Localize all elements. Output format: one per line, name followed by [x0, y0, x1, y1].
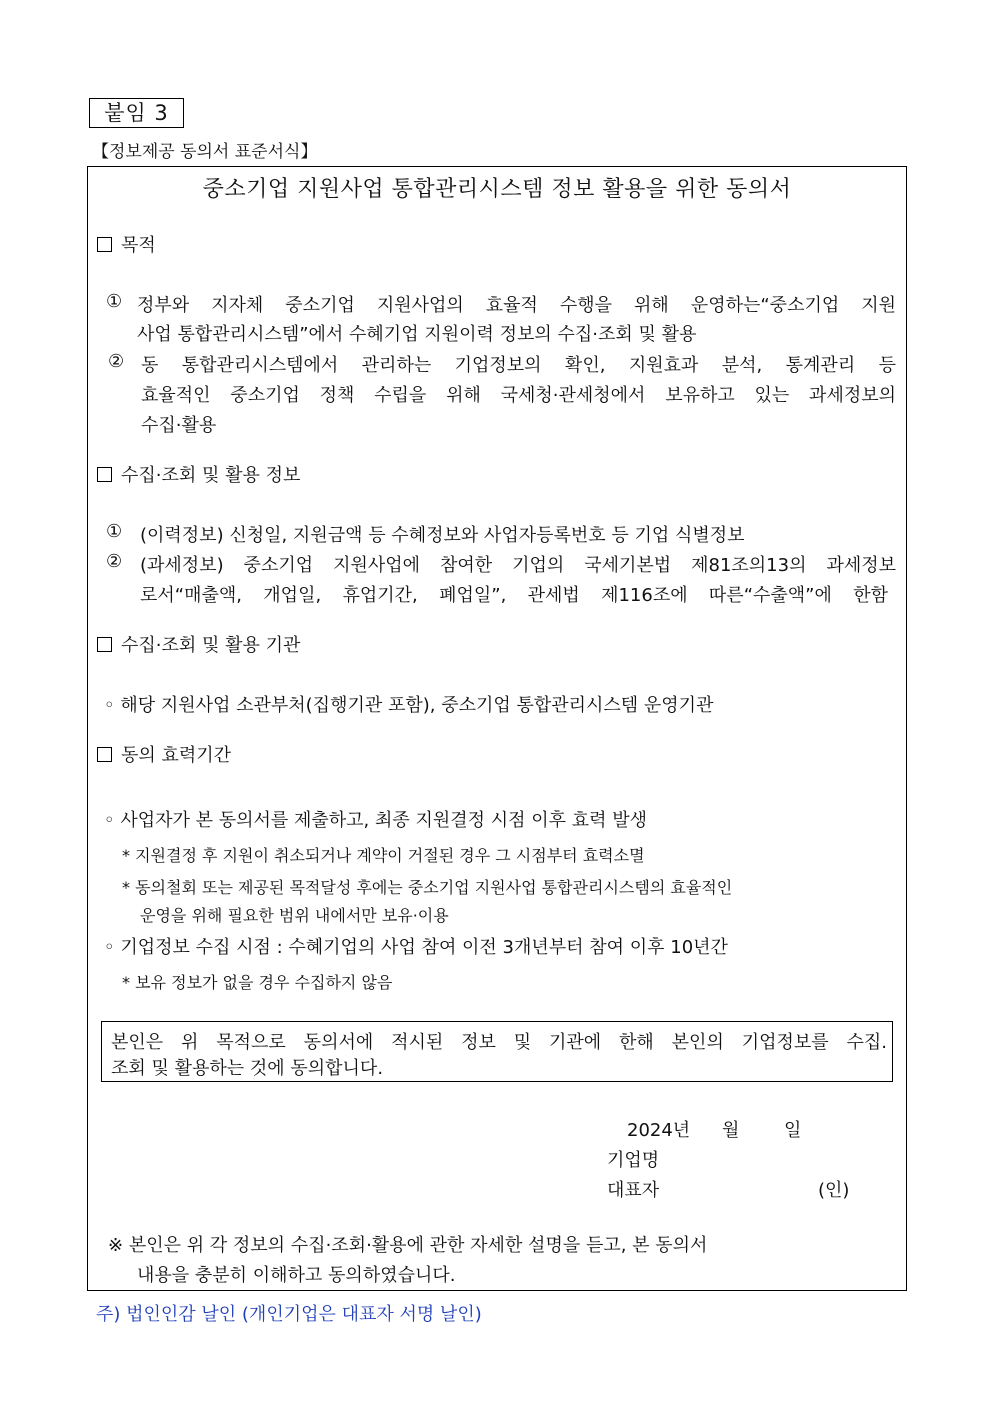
period-note3: * 보유 정보가 없을 경우 수집하지 않음 [122, 973, 393, 992]
seal-instruction-note: 주) 법인인감 날인 (개인기업은 대표자 서명 날인) [96, 1304, 482, 1325]
purpose-item2-line1: 동 통합관리시스템에서 관리하는 기업정보의 확인, 지원효과 분석, 통계관리 등 [141, 355, 896, 376]
checkbox-icon [97, 467, 112, 482]
document-title: 중소기업 지원사업 통합관리시스템 정보 활용을 위한 동의서 [202, 177, 792, 202]
consent-line1: 본인은 위 목적으로 동의서에 적시된 정보 및 기관에 한해 본인의 기업정보를 수집. [111, 1032, 887, 1053]
date-year: 2024년 [627, 1120, 691, 1141]
purpose-item1-line1: 정부와 지자체 중소기업 지원사업의 효율적 수행을 위해 운영하는“중소기업 지원 [137, 295, 896, 316]
section-info-heading: 수집·조회 및 활용 정보 [97, 461, 300, 487]
info-item1-number: ① [106, 521, 123, 542]
info-item2-line1: (과세정보) 중소기업 지원사업에 참여한 기업의 국세기본법 제81조의13의 과세정보 [140, 555, 896, 576]
footer-note-line1: ※ 본인은 위 각 정보의 수집·조회·활용에 관한 자세한 설명을 듣고, 본 동의서 [108, 1235, 708, 1256]
period-item2: ◦ 기업정보 수집 시점 : 수혜기업의 사업 참여 이전 3개년부터 참여 이후 10년간 [104, 937, 728, 958]
date-month: 월 [722, 1120, 740, 1141]
company-name-label: 기업명 [607, 1150, 660, 1171]
purpose-item2-line3: 수집·활용 [141, 415, 217, 436]
period-item1: ◦ 사업자가 본 동의서를 제출하고, 최종 지원결정 시점 이후 효력 발생 [104, 810, 648, 831]
footer-note-line2: 내용을 충분히 이해하고 동의하였습니다. [137, 1265, 456, 1286]
purpose-item2-number: ② [108, 351, 125, 372]
section-period-heading: 동의 효력기간 [97, 741, 231, 767]
consent-line2: 조회 및 활용하는 것에 동의합니다. [111, 1058, 384, 1079]
attachment-label: 붙임 3 [89, 98, 184, 128]
section-purpose-heading: 목적 [97, 231, 156, 257]
agency-item1: ◦ 해당 지원사업 소관부처(집행기관 포함), 중소기업 통합관리시스템 운영기관 [104, 695, 714, 716]
form-type-label: 【정보제공 동의서 표준서식】 [92, 142, 318, 162]
checkbox-icon [97, 747, 112, 762]
purpose-item1-number: ① [106, 291, 123, 312]
representative-label: 대표자 [607, 1180, 660, 1201]
section-agency-heading: 수집·조회 및 활용 기관 [97, 631, 300, 657]
info-item2-line2: 로서“매출액, 개업일, 휴업기간, 폐업일”, 관세법 제116조에 따른“수출액”에 한함 [140, 585, 888, 606]
checkbox-icon [97, 237, 112, 252]
purpose-item1-line2: 사업 통합관리시스템”에서 수혜기업 지원이력 정보의 수집·조회 및 활용 [137, 324, 697, 345]
info-item1-line1: (이력정보) 신청일, 지원금액 등 수혜정보와 사업자등록번호 등 기업 식별정보 [140, 525, 745, 546]
period-note2-line2: 운영을 위해 필요한 범위 내에서만 보유·이용 [140, 906, 449, 925]
purpose-item2-line2: 효율적인 중소기업 정책 수립을 위해 국세청·관세청에서 보유하고 있는 과세정보의 [141, 385, 896, 406]
seal-mark: (인) [818, 1180, 850, 1201]
date-day: 일 [784, 1120, 802, 1141]
period-note1: * 지원결정 후 지원이 취소되거나 계약이 거절된 경우 그 시점부터 효력소멸 [122, 846, 645, 865]
info-item2-number: ② [106, 551, 123, 572]
checkbox-icon [97, 637, 112, 652]
period-note2-line1: * 동의철회 또는 제공된 목적달성 후에는 중소기업 지원사업 통합관리시스템의 효율적인 [122, 878, 733, 897]
